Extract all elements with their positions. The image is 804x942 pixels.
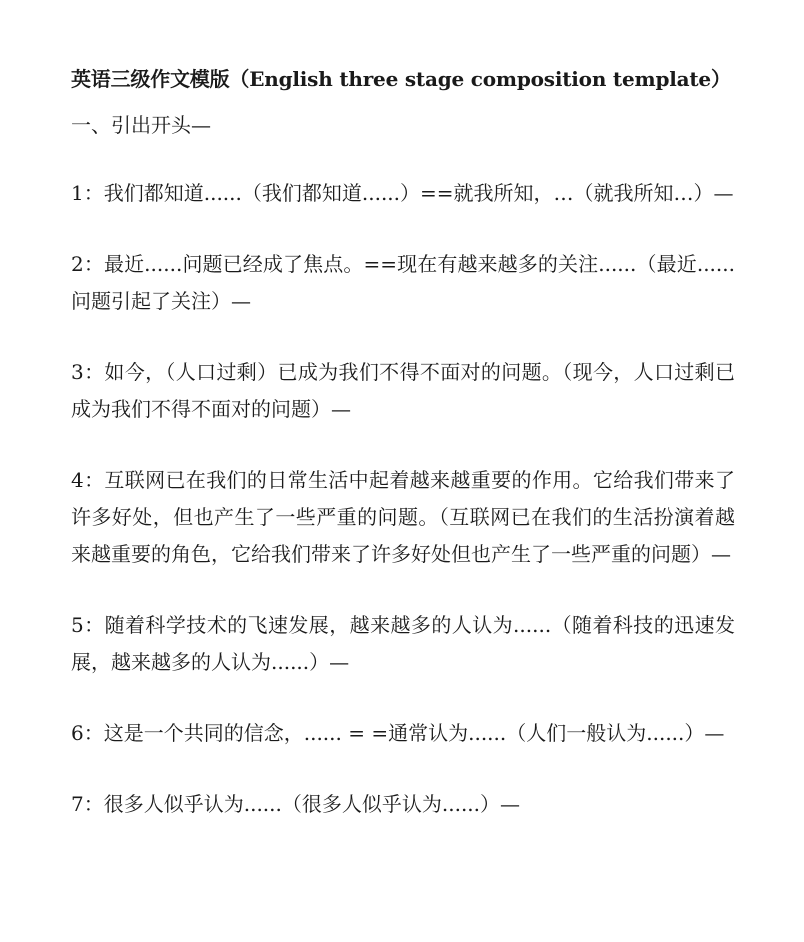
list-item: 7：很多人似乎认为......（很多人似乎认为......）— bbox=[71, 792, 521, 816]
list-item: 3：如今，（人口过剩）已成为我们不得不面对的问题。（现今，人口过剩已成为我们不得不面对的问题）— bbox=[71, 360, 735, 421]
template-list bbox=[71, 175, 735, 823]
list-item: 2：最近......问题已经成了焦点。==现在有越来越多的关注......（最近......问题引起了关注）— bbox=[71, 252, 735, 313]
list-item: 5：随着科学技术的飞速发展，越来越多的人认为......（随着科技的迅速发展，越来越多的人认为......）— bbox=[71, 613, 735, 674]
list-item: 6：这是一个共同的信念，...... = =通常认为......（人们一般认为......）— bbox=[71, 721, 725, 745]
list-item: 1：我们都知道......（我们都知道......）==就我所知，…（就我所知…）— bbox=[71, 181, 734, 205]
document-title: 英语三级作文模版（English three stage composition template） bbox=[71, 67, 731, 91]
section-heading: 一、引出开头— bbox=[71, 113, 211, 137]
document-page bbox=[71, 62, 735, 823]
list-item: 4：互联网已在我们的日常生活中起着越来越重要的作用。它给我们带来了许多好处，但也产生了一些严重的问题。（互联网已在我们的生活扮演着越来越重要的角色，它给我们带来了许多好处但也产生了一些严重的问题）— bbox=[71, 468, 735, 566]
